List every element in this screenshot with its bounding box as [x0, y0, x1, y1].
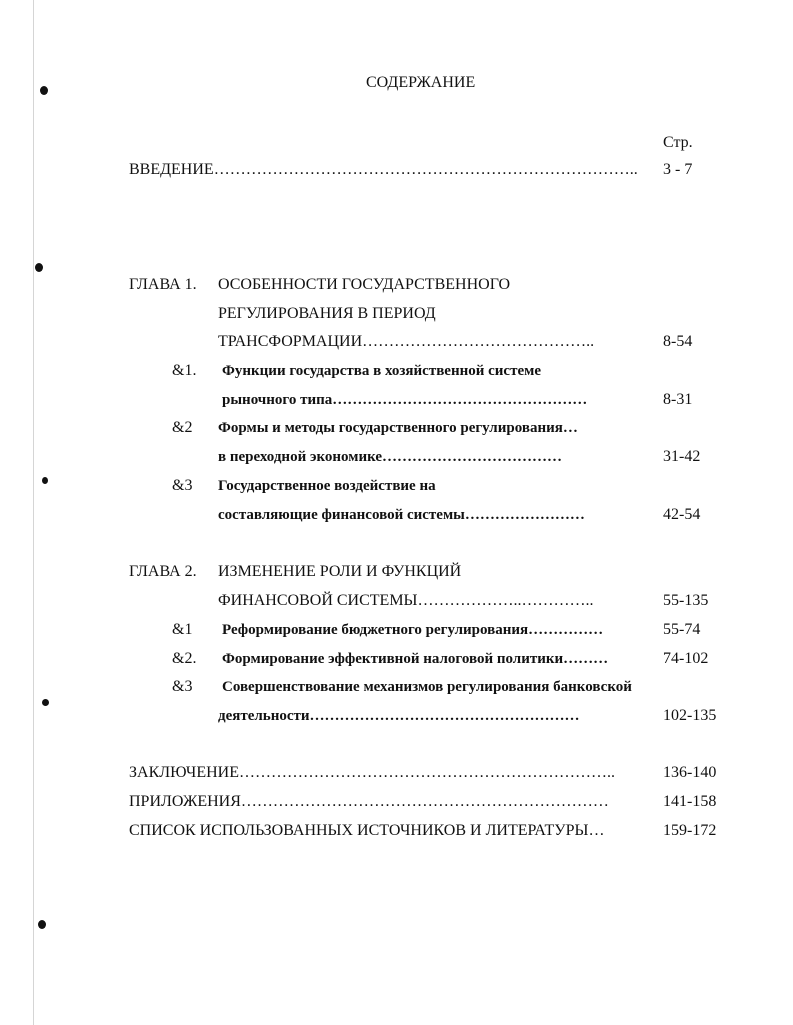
- toc-page-appendix: 141-158: [663, 793, 717, 810]
- page-column-header: Стр.: [663, 134, 693, 151]
- toc-entry-intro: ВВЕДЕНИЕ……………………………………………………………………..: [129, 161, 638, 178]
- chapter-2-title: ИЗМЕНЕНИЕ РОЛИ И ФУНКЦИЙ: [218, 563, 462, 580]
- scan-mark: [42, 477, 48, 484]
- chapter-1-title: ТРАНСФОРМАЦИИ……………………………………..: [218, 333, 595, 350]
- scan-mark: [35, 263, 43, 272]
- section-number: &3: [172, 477, 193, 494]
- toc-entry-references: СПИСОК ИСПОЛЬЗОВАННЫХ ИСТОЧНИКОВ И ЛИТЕРАТУРЫ…: [129, 822, 605, 839]
- section-number: &2.: [172, 650, 197, 667]
- section-page: 55-74: [663, 621, 701, 638]
- chapter-1-label: ГЛАВА 1.: [129, 276, 197, 293]
- section-title: в переходной экономике………………………………: [218, 449, 563, 465]
- section-title: Формирование эффективной налоговой политики………: [222, 651, 609, 667]
- section-page: 102-135: [663, 707, 717, 724]
- section-page: 74-102: [663, 650, 709, 667]
- chapter-2-page: 55-135: [663, 592, 709, 609]
- section-page: 31-42: [663, 448, 701, 465]
- toc-page-intro: 3 - 7: [663, 161, 693, 178]
- scan-mark: [38, 920, 46, 929]
- toc-entry-conclusion: ЗАКЛЮЧЕНИЕ……………………………………………………………..: [129, 764, 615, 781]
- section-title: Функции государства в хозяйственной системе: [222, 363, 541, 379]
- section-number: &3: [172, 678, 193, 695]
- toc-page-conclusion: 136-140: [663, 764, 717, 781]
- section-title: Формы и методы государственного регулирования…: [218, 420, 578, 436]
- scan-edge-line: [33, 0, 34, 1025]
- section-page: 42-54: [663, 506, 701, 523]
- section-page: 8-31: [663, 391, 693, 408]
- section-title: Государственное воздействие на: [218, 478, 436, 494]
- page-title: СОДЕРЖАНИЕ: [366, 74, 476, 91]
- toc-entry-appendix: ПРИЛОЖЕНИЯ……………………………………………………………: [129, 793, 609, 810]
- chapter-2-title: ФИНАНСОВОЙ СИСТЕМЫ………………..…………..: [218, 592, 594, 609]
- section-title: рыночного типа……………………………………………: [222, 392, 588, 408]
- section-title: деятельности………………………………………………: [218, 708, 580, 724]
- section-title: составляющие финансовой системы……………………: [218, 507, 585, 523]
- chapter-1-title: РЕГУЛИРОВАНИЯ В ПЕРИОД: [218, 305, 436, 322]
- chapter-1-title: ОСОБЕННОСТИ ГОСУДАРСТВЕННОГО: [218, 276, 511, 293]
- section-number: &1.: [172, 362, 197, 379]
- scan-mark: [40, 86, 48, 95]
- section-title: Совершенствование механизмов регулирования банковской: [222, 679, 632, 695]
- section-number: &2: [172, 419, 193, 436]
- toc-page-references: 159-172: [663, 822, 717, 839]
- section-title: Реформирование бюджетного регулирования……………: [222, 622, 604, 638]
- section-number: &1: [172, 621, 193, 638]
- chapter-1-page: 8-54: [663, 333, 693, 350]
- chapter-2-label: ГЛАВА 2.: [129, 563, 197, 580]
- scan-mark: [42, 699, 49, 706]
